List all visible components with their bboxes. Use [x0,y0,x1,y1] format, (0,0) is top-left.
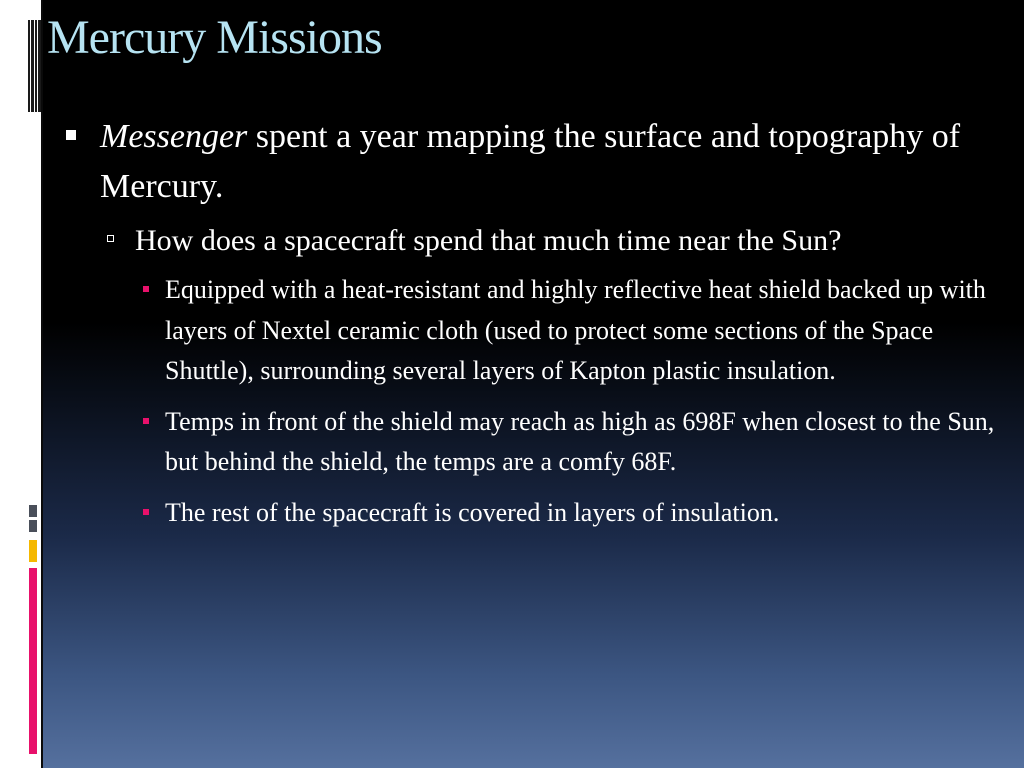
bullet-level-3 [135,270,1010,392]
decorative-block-yellow [29,540,37,562]
hollow-square-bullet-icon [107,235,114,242]
bullet-text: How does a spacecraft spend that much time near the Sun? [135,224,842,257]
slide-title: Mercury Missions [47,11,382,64]
decorative-block-gray [29,505,37,517]
bullet-level-3 [135,402,1010,483]
bullet-level-3 [135,493,1010,534]
square-bullet-icon [66,130,76,140]
bullet-text: Temps in front of the shield may reach as high as 698F when closest to the Sun, but behind the shield, the temps are a comfy 68F. [165,406,995,476]
magenta-square-bullet-icon [143,509,149,515]
decorative-block-magenta [29,568,37,754]
bullet-text: Equipped with a heat-resistant and highly reflective heat shield backed up with layers of Nextel ceramic cloth (used to protect some sections of the Space Shuttle), surrounding several layers of Kapton plastic insulation. [165,275,986,385]
decorative-bars-top [28,20,41,112]
magenta-square-bullet-icon [143,286,149,292]
mission-name: Messenger [100,118,248,155]
strip-edge [41,0,43,768]
bullet-text: The rest of the spacecraft is covered in layers of insulation. [165,497,780,527]
slide-body [60,112,1010,533]
bullet-text: spent a year mapping the surface and topography of Mercury. [100,118,961,205]
decorative-block-gray [29,520,37,532]
bullet-level-1 [60,112,1010,212]
magenta-square-bullet-icon [143,418,149,424]
bullet-level-2 [100,220,1010,262]
